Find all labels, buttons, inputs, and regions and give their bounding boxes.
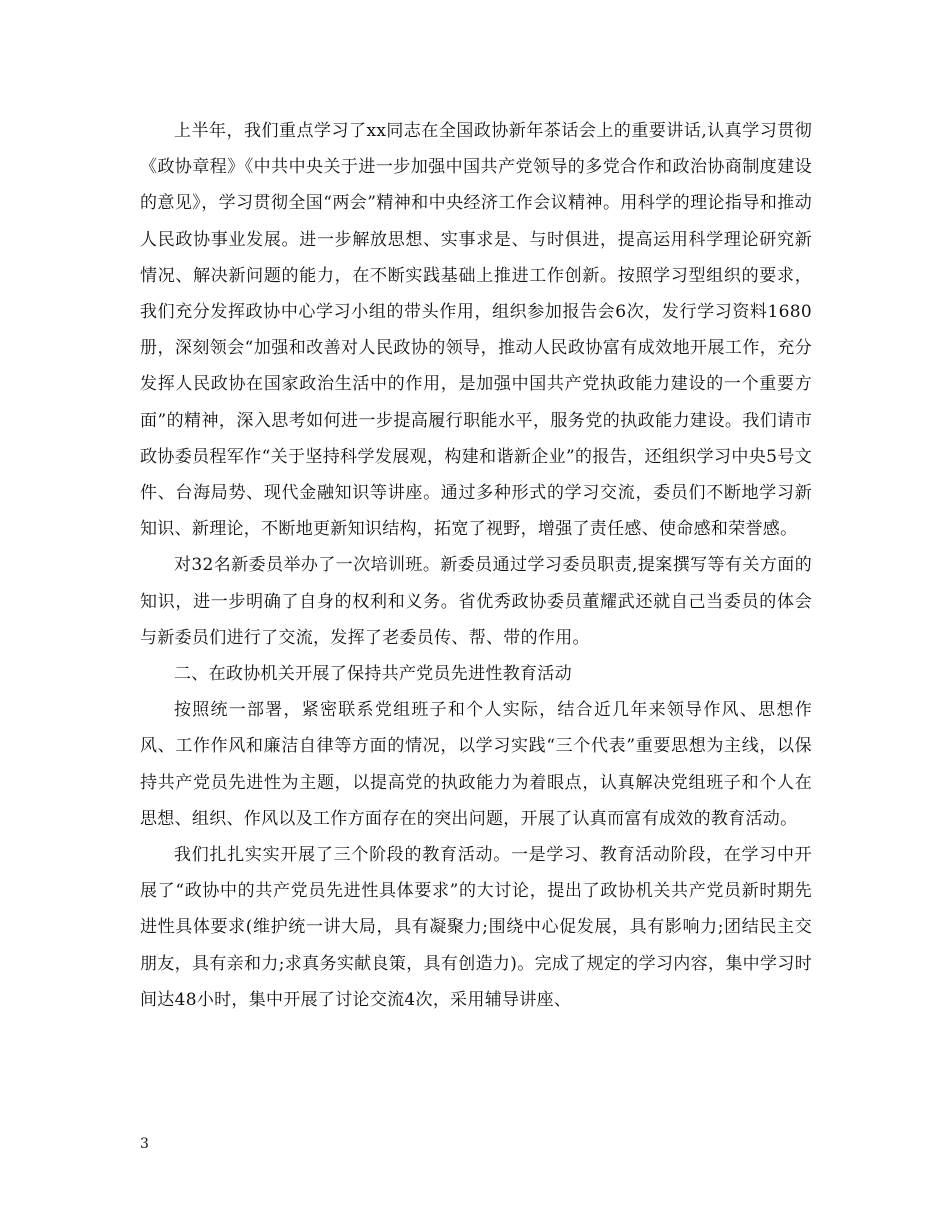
page-number: 3	[140, 1136, 149, 1152]
paragraph-study-summary: 上半年，我们重点学习了xx同志在全国政协新年茶话会上的重要讲话,认真学习贯彻《政协章程》《中共中央关于进一步加强中国共产党领导的多党合作和政治协商制度建设的意见》，学习贯彻全国“两会”精神和中央经济工作会议精神。用科学的理论指导和推动人民政协事业发展。进一步解放思想、实事求是、与时俱进，提高运用科学理论研究新情况、解决新问题的能力，在不断实践基础上推进工作创新。按照学习型组织的要求，我们充分发挥政协中心学习小组的带头作用，组织参加报告会6次，发行学习资料1680册，深刻领会“加强和改善对人民政协的领导，推动人民政协富有成效地开展工作，充分发挥人民政协在国家政治生活中的作用，是加强中国共产党执政能力建设的一个重要方面”的精神，深入思考如何进一步提高履行职能水平，服务党的执政能力建设。我们请市政协委员程军作“关于坚持科学发展观，构建和谐新企业”的报告，还组织学习中央5号文件、台海局势、现代金融知识等讲座。通过多种形式的学习交流，委员们不断地学习新知识、新理论，不断地更新知识结构，拓宽了视野，增强了责任感、使命感和荣誉感。	[140, 121, 812, 540]
paragraph-three-stages: 我们扎扎实实开展了三个阶段的教育活动。一是学习、教育活动阶段，在学习中开展了“政协中的共产党员先进性具体要求”的大讨论，提出了政协机关共产党员新时期先进性具体要求(维护统一讲大局，具有凝聚力;围绕中心促发展，具有影响力;团结民主交朋友，具有亲和力;求真务实献良策，具有创造力)。完成了规定的学习内容，集中学习时间达48小时，集中开展了讨论交流4次，采用辅导讲座、	[140, 845, 812, 1010]
paragraph-training-class: 对32名新委员举办了一次培训班。新委员通过学习委员职责,提案撰写等有关方面的知识，进一步明确了自身的权利和义务。省优秀政协委员董耀武还就自己当委员的体会与新委员们进行了交流，发挥了老委员传、帮、带的作用。	[140, 555, 812, 648]
paragraph-deployment: 按照统一部署，紧密联系党组班子和个人实际，结合近几年来领导作风、思想作风、工作作风和廉洁自律等方面的情况，以学习实践“三个代表”重要思想为主线，以保持共产党员先进性为主题，以提高党的执政能力为着眼点，认真解决党组班子和个人在思想、组织、作风以及工作方面存在的突出问题，开展了认真而富有成效的教育活动。	[140, 700, 812, 829]
document-body	[140, 113, 812, 1018]
section-heading: 二、在政协机关开展了保持共产党员先进性教育活动	[174, 664, 572, 685]
